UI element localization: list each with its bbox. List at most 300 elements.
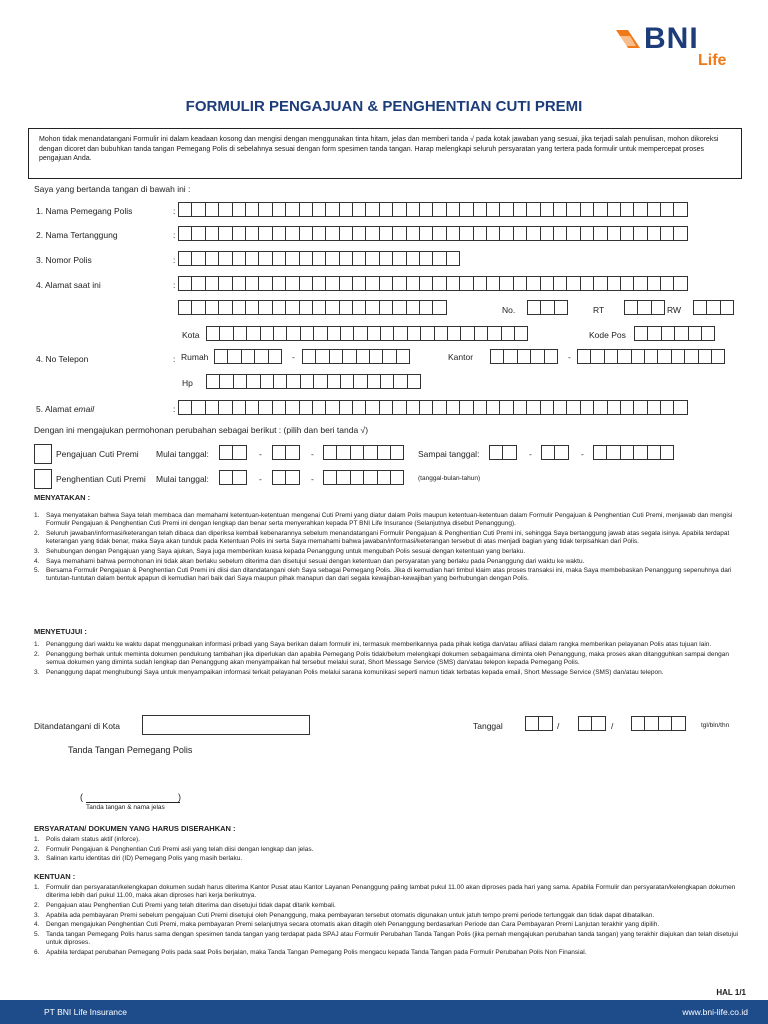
char-box[interactable] [499,276,513,291]
char-box[interactable] [325,300,339,315]
char-box[interactable] [272,202,286,217]
char-box[interactable] [459,276,473,291]
char-box[interactable] [356,349,370,364]
char-box[interactable] [490,349,504,364]
char-box[interactable] [538,716,552,731]
char-box[interactable] [286,374,300,389]
char-box[interactable] [325,400,339,415]
char-box[interactable] [578,716,592,731]
char-box[interactable] [246,326,260,341]
char-box[interactable] [325,226,339,241]
char-box[interactable] [660,445,674,460]
input-mulai-1-tgl[interactable] [219,445,246,460]
char-box[interactable] [272,470,286,485]
char-box[interactable] [486,276,500,291]
char-box[interactable] [631,716,645,731]
char-box[interactable] [272,445,286,460]
char-box[interactable] [272,400,286,415]
char-box[interactable] [517,349,531,364]
input-mulai-2-bln[interactable] [272,470,299,485]
char-box[interactable] [233,326,247,341]
char-box[interactable] [647,276,661,291]
char-box[interactable] [459,226,473,241]
char-box[interactable] [272,300,286,315]
input-kantor-kode[interactable] [490,349,557,364]
char-box[interactable] [593,445,607,460]
input-hp[interactable] [206,374,420,389]
char-box[interactable] [339,400,353,415]
char-box[interactable] [227,349,241,364]
char-box[interactable] [446,251,460,266]
char-box[interactable] [406,251,420,266]
char-box[interactable] [365,400,379,415]
char-box[interactable] [647,445,661,460]
input-ttd-thn[interactable] [631,716,685,731]
char-box[interactable] [673,276,687,291]
char-box[interactable] [339,251,353,266]
char-box[interactable] [620,202,634,217]
checkbox-penghentian[interactable] [34,469,52,489]
char-box[interactable] [352,226,366,241]
char-box[interactable] [272,251,286,266]
char-box[interactable] [577,349,591,364]
char-box[interactable] [580,276,594,291]
char-box[interactable] [607,276,621,291]
char-box[interactable] [499,202,513,217]
char-box[interactable] [178,202,192,217]
char-box[interactable] [340,374,354,389]
char-box[interactable] [432,300,446,315]
char-box[interactable] [406,300,420,315]
char-box[interactable] [352,276,366,291]
char-box[interactable] [660,226,674,241]
char-box[interactable] [634,326,648,341]
char-box[interactable] [178,251,192,266]
char-box[interactable] [419,226,433,241]
char-box[interactable] [299,276,313,291]
char-box[interactable] [258,300,272,315]
char-box[interactable] [191,400,205,415]
char-box[interactable] [593,400,607,415]
char-box[interactable] [406,400,420,415]
char-box[interactable] [178,300,192,315]
char-box[interactable] [285,226,299,241]
char-box[interactable] [526,276,540,291]
char-box[interactable] [286,326,300,341]
char-box[interactable] [541,445,555,460]
char-box[interactable] [352,251,366,266]
char-box[interactable] [459,202,473,217]
char-box[interactable] [219,470,233,485]
char-box[interactable] [544,349,558,364]
char-box[interactable] [312,202,326,217]
char-box[interactable] [325,202,339,217]
char-box[interactable] [393,326,407,341]
char-box[interactable] [285,251,299,266]
char-box[interactable] [624,300,638,315]
char-box[interactable] [513,202,527,217]
char-box[interactable] [339,226,353,241]
char-box[interactable] [486,226,500,241]
char-box[interactable] [245,251,259,266]
char-box[interactable] [553,226,567,241]
char-box[interactable] [420,326,434,341]
char-box[interactable] [329,349,343,364]
char-box[interactable] [382,349,396,364]
char-box[interactable] [446,202,460,217]
char-box[interactable] [299,202,313,217]
char-box[interactable] [432,400,446,415]
char-box[interactable] [377,445,391,460]
char-box[interactable] [312,251,326,266]
char-box[interactable] [232,202,246,217]
char-box[interactable] [205,276,219,291]
char-box[interactable] [363,445,377,460]
char-box[interactable] [191,300,205,315]
char-box[interactable] [379,226,393,241]
char-box[interactable] [499,400,513,415]
input-rw[interactable] [693,300,733,315]
char-box[interactable] [258,400,272,415]
char-box[interactable] [285,470,299,485]
char-box[interactable] [530,349,544,364]
char-box[interactable] [566,276,580,291]
char-box[interactable] [191,226,205,241]
char-box[interactable] [396,349,410,364]
input-alamat-line1[interactable] [178,276,687,291]
char-box[interactable] [540,400,554,415]
char-box[interactable] [432,226,446,241]
char-box[interactable] [406,202,420,217]
input-ttd-bln[interactable] [578,716,605,731]
char-box[interactable] [673,202,687,217]
char-box[interactable] [446,400,460,415]
input-kantor-nomor[interactable] [577,349,724,364]
char-box[interactable] [407,326,421,341]
char-box[interactable] [285,202,299,217]
char-box[interactable] [336,470,350,485]
char-box[interactable] [390,445,404,460]
char-box[interactable] [554,445,568,460]
char-box[interactable] [299,251,313,266]
char-box[interactable] [633,276,647,291]
char-box[interactable] [323,470,337,485]
char-box[interactable] [313,374,327,389]
char-box[interactable] [245,300,259,315]
input-nama-pemegang[interactable] [178,202,687,217]
char-box[interactable] [644,716,658,731]
char-box[interactable] [660,202,674,217]
char-box[interactable] [268,349,282,364]
char-box[interactable] [392,300,406,315]
char-box[interactable] [604,349,618,364]
char-box[interactable] [593,226,607,241]
char-box[interactable] [178,226,192,241]
char-box[interactable] [432,251,446,266]
char-box[interactable] [363,470,377,485]
char-box[interactable] [191,276,205,291]
char-box[interactable] [232,300,246,315]
char-box[interactable] [526,226,540,241]
char-box[interactable] [393,374,407,389]
char-box[interactable] [365,300,379,315]
char-box[interactable] [312,400,326,415]
char-box[interactable] [312,300,326,315]
char-box[interactable] [352,300,366,315]
char-box[interactable] [246,374,260,389]
char-box[interactable] [633,445,647,460]
char-box[interactable] [353,374,367,389]
char-box[interactable] [205,400,219,415]
char-box[interactable] [419,400,433,415]
char-box[interactable] [339,276,353,291]
char-box[interactable] [607,226,621,241]
char-box[interactable] [299,300,313,315]
char-box[interactable] [620,400,634,415]
char-box[interactable] [637,300,651,315]
checkbox-pengajuan[interactable] [34,444,52,464]
char-box[interactable] [191,202,205,217]
char-box[interactable] [377,470,391,485]
char-box[interactable] [633,202,647,217]
char-box[interactable] [392,276,406,291]
char-box[interactable] [525,716,539,731]
char-box[interactable] [241,349,255,364]
char-box[interactable] [553,276,567,291]
char-box[interactable] [312,276,326,291]
char-box[interactable] [245,226,259,241]
char-box[interactable] [178,276,192,291]
char-box[interactable] [580,400,594,415]
char-box[interactable] [379,300,393,315]
char-box[interactable] [526,202,540,217]
input-mulai-1-thn[interactable] [323,445,403,460]
char-box[interactable] [352,202,366,217]
char-box[interactable] [365,202,379,217]
char-box[interactable] [647,326,661,341]
char-box[interactable] [245,276,259,291]
char-box[interactable] [432,202,446,217]
char-box[interactable] [365,276,379,291]
char-box[interactable] [644,349,658,364]
char-box[interactable] [380,374,394,389]
char-box[interactable] [260,374,274,389]
char-box[interactable] [486,202,500,217]
char-box[interactable] [218,300,232,315]
char-box[interactable] [258,202,272,217]
char-box[interactable] [607,202,621,217]
char-box[interactable] [660,400,674,415]
char-box[interactable] [647,400,661,415]
input-rt[interactable] [624,300,664,315]
char-box[interactable] [513,276,527,291]
char-box[interactable] [285,276,299,291]
char-box[interactable] [365,251,379,266]
char-box[interactable] [434,326,448,341]
char-box[interactable] [473,226,487,241]
char-box[interactable] [593,202,607,217]
char-box[interactable] [218,276,232,291]
char-box[interactable] [205,226,219,241]
char-box[interactable] [658,716,672,731]
char-box[interactable] [232,251,246,266]
char-box[interactable] [219,445,233,460]
char-box[interactable] [379,251,393,266]
char-box[interactable] [232,445,246,460]
char-box[interactable] [218,400,232,415]
char-box[interactable] [245,202,259,217]
char-box[interactable] [503,349,517,364]
input-nama-tertanggung[interactable] [178,226,687,241]
char-box[interactable] [350,445,364,460]
input-no[interactable] [527,300,567,315]
signature-line[interactable] [86,802,180,803]
char-box[interactable] [660,276,674,291]
input-ttd-tgl[interactable] [525,716,552,731]
char-box[interactable] [513,400,527,415]
char-box[interactable] [285,400,299,415]
char-box[interactable] [367,326,381,341]
char-box[interactable] [260,326,274,341]
char-box[interactable] [214,349,228,364]
input-nomor-polis[interactable] [178,251,459,266]
char-box[interactable] [219,326,233,341]
char-box[interactable] [711,349,725,364]
char-box[interactable] [299,400,313,415]
char-box[interactable] [657,349,671,364]
char-box[interactable] [406,276,420,291]
char-box[interactable] [178,400,192,415]
input-kota-ttd[interactable] [142,715,310,735]
char-box[interactable] [419,251,433,266]
input-rumah-kode[interactable] [214,349,281,364]
char-box[interactable] [540,276,554,291]
char-box[interactable] [554,300,568,315]
char-box[interactable] [620,226,634,241]
char-box[interactable] [513,226,527,241]
char-box[interactable] [489,445,503,460]
char-box[interactable] [540,202,554,217]
char-box[interactable] [191,251,205,266]
char-box[interactable] [299,226,313,241]
input-kota[interactable] [206,326,527,341]
char-box[interactable] [514,326,528,341]
char-box[interactable] [527,300,541,315]
char-box[interactable] [651,300,665,315]
char-box[interactable] [218,251,232,266]
char-box[interactable] [620,445,634,460]
char-box[interactable] [392,400,406,415]
char-box[interactable] [352,400,366,415]
char-box[interactable] [323,445,337,460]
char-box[interactable] [258,251,272,266]
char-box[interactable] [205,202,219,217]
input-kode-pos[interactable] [634,326,714,341]
char-box[interactable] [566,226,580,241]
char-box[interactable] [593,276,607,291]
char-box[interactable] [369,349,383,364]
char-box[interactable] [390,470,404,485]
char-box[interactable] [206,326,220,341]
char-box[interactable] [272,276,286,291]
char-box[interactable] [684,349,698,364]
input-mulai-1-bln[interactable] [272,445,299,460]
char-box[interactable] [526,400,540,415]
char-box[interactable] [315,349,329,364]
input-mulai-2-thn[interactable] [323,470,403,485]
char-box[interactable] [300,326,314,341]
char-box[interactable] [327,374,341,389]
char-box[interactable] [487,326,501,341]
char-box[interactable] [205,251,219,266]
char-box[interactable] [380,326,394,341]
char-box[interactable] [232,470,246,485]
char-box[interactable] [432,276,446,291]
input-rumah-nomor[interactable] [302,349,409,364]
char-box[interactable] [206,374,220,389]
char-box[interactable] [671,349,685,364]
char-box[interactable] [474,326,488,341]
footer-url[interactable]: www.bni-life.co.id [682,1007,748,1017]
char-box[interactable] [273,326,287,341]
char-box[interactable] [566,202,580,217]
char-box[interactable] [353,326,367,341]
char-box[interactable] [285,300,299,315]
char-box[interactable] [673,226,687,241]
input-sampai-thn[interactable] [593,445,673,460]
char-box[interactable] [633,226,647,241]
char-box[interactable] [701,326,715,341]
char-box[interactable] [392,251,406,266]
char-box[interactable] [590,349,604,364]
char-box[interactable] [313,326,327,341]
char-box[interactable] [591,716,605,731]
char-box[interactable] [631,349,645,364]
char-box[interactable] [272,226,286,241]
char-box[interactable] [365,226,379,241]
char-box[interactable] [633,400,647,415]
char-box[interactable] [258,226,272,241]
char-box[interactable] [540,226,554,241]
char-box[interactable] [688,326,702,341]
char-box[interactable] [446,276,460,291]
char-box[interactable] [607,400,621,415]
input-alamat-line2[interactable] [178,300,446,315]
char-box[interactable] [617,349,631,364]
input-mulai-2-tgl[interactable] [219,470,246,485]
char-box[interactable] [245,400,259,415]
char-box[interactable] [460,326,474,341]
char-box[interactable] [367,374,381,389]
char-box[interactable] [336,445,350,460]
char-box[interactable] [285,445,299,460]
char-box[interactable] [499,226,513,241]
char-box[interactable] [205,300,219,315]
char-box[interactable] [553,400,567,415]
char-box[interactable] [302,349,316,364]
char-box[interactable] [339,202,353,217]
char-box[interactable] [720,300,734,315]
char-box[interactable] [501,326,515,341]
char-box[interactable] [606,445,620,460]
char-box[interactable] [693,300,707,315]
char-box[interactable] [232,400,246,415]
char-box[interactable] [350,470,364,485]
char-box[interactable] [473,202,487,217]
char-box[interactable] [406,226,420,241]
char-box[interactable] [661,326,675,341]
char-box[interactable] [342,349,356,364]
